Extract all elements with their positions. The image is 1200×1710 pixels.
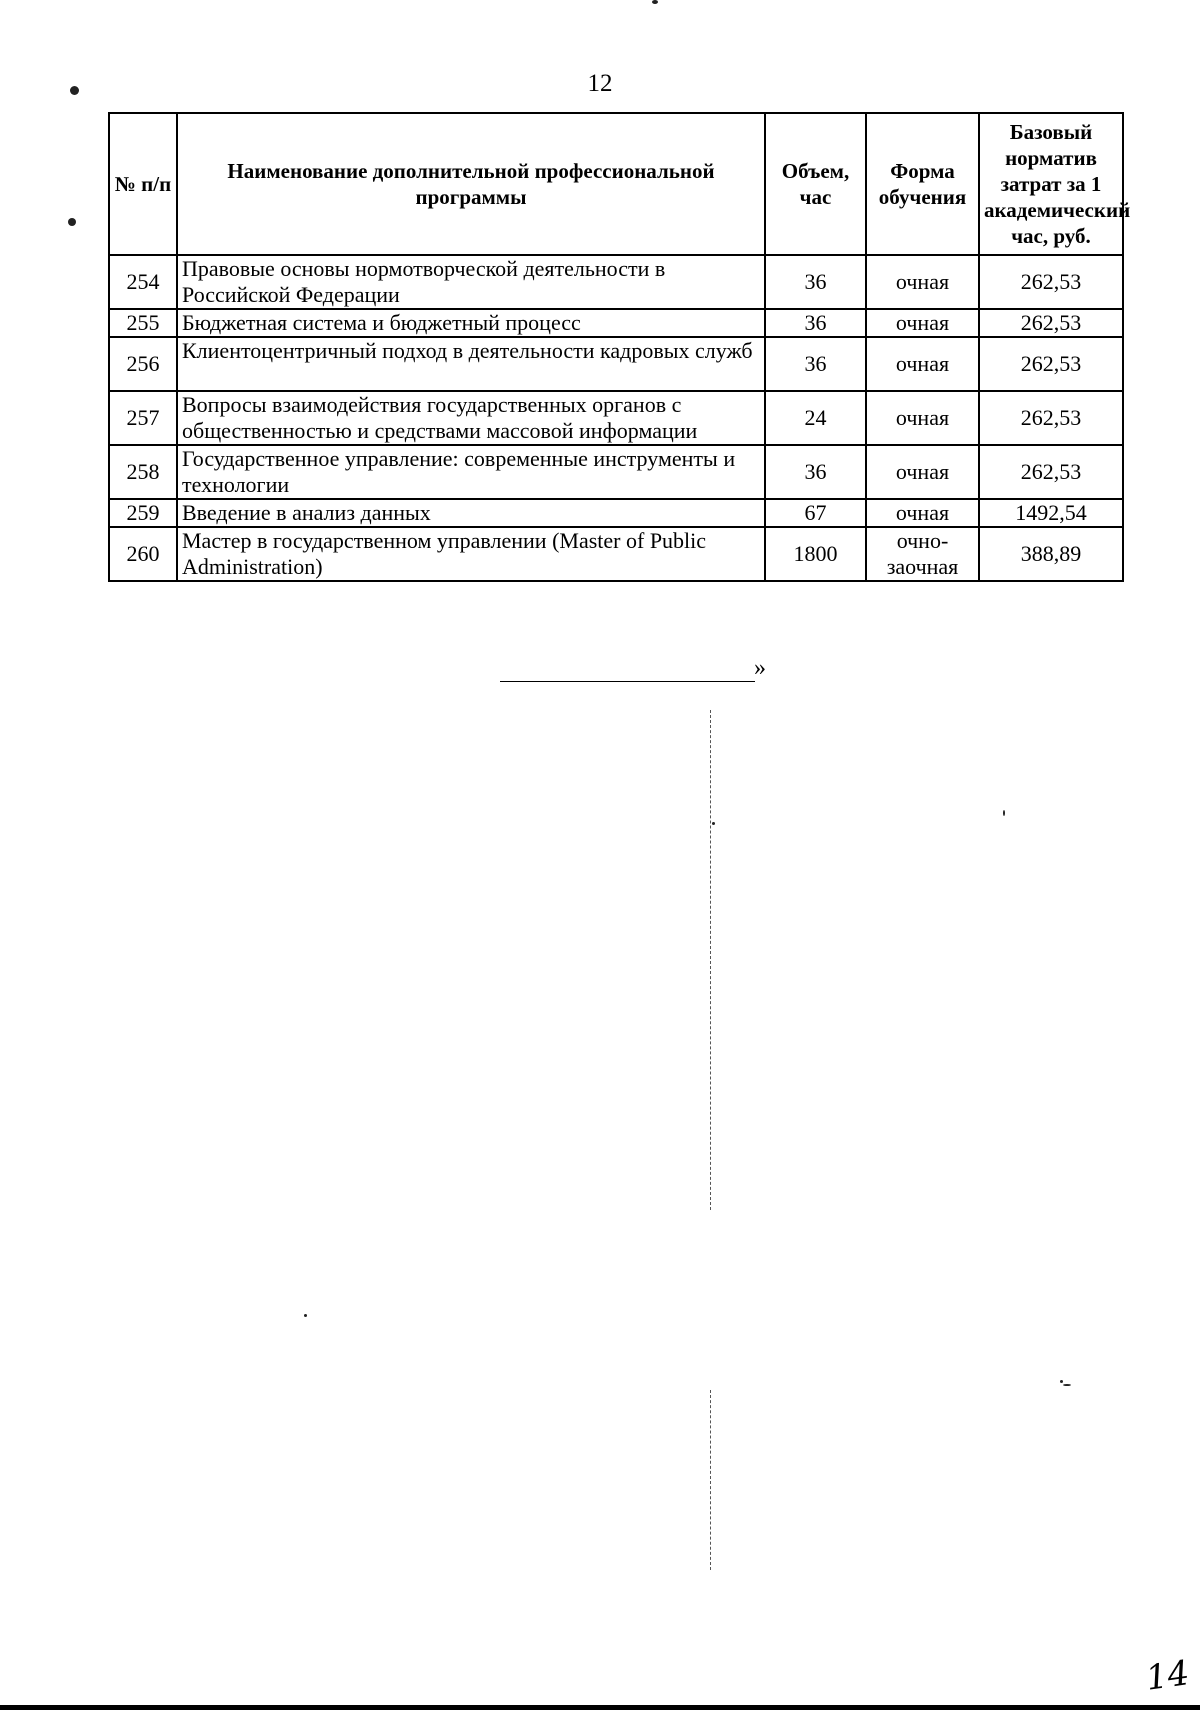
program-name: Бюджетная система и бюджетный процесс xyxy=(177,309,765,337)
scan-speck xyxy=(652,0,658,4)
scan-speck xyxy=(712,822,715,825)
study-form: очная xyxy=(866,309,979,337)
table-row xyxy=(109,391,1123,445)
table-row xyxy=(109,337,1123,391)
header-program-name: Наименование дополнительной профессиональной программы xyxy=(177,113,765,255)
page-number: 12 xyxy=(587,70,613,97)
program-hours: 36 xyxy=(765,255,866,309)
scan-speck xyxy=(304,1314,307,1317)
row-number: 258 xyxy=(109,445,177,499)
closing-quote: » xyxy=(754,655,766,681)
scan-bottom-edge xyxy=(0,1705,1200,1710)
base-rate: 262,53 xyxy=(979,445,1123,499)
program-name: Вопросы взаимодействия государственных органов с общественностью и средствами массовой информации xyxy=(177,391,765,445)
program-hours: 67 xyxy=(765,499,866,527)
row-number: 259 xyxy=(109,499,177,527)
closing-mark xyxy=(500,655,770,685)
base-rate: 262,53 xyxy=(979,337,1123,391)
program-hours: 36 xyxy=(765,445,866,499)
table-row xyxy=(109,309,1123,337)
header-number: № п/п xyxy=(109,113,177,255)
study-form: очная xyxy=(866,445,979,499)
table-row xyxy=(109,527,1123,581)
base-rate: 262,53 xyxy=(979,391,1123,445)
program-name: Государственное управление: современные инструменты и технологии xyxy=(177,445,765,499)
scan-fold-line xyxy=(710,1390,711,1570)
table-row xyxy=(109,255,1123,309)
row-number: 255 xyxy=(109,309,177,337)
program-hours: 36 xyxy=(765,309,866,337)
programs-table xyxy=(108,112,1131,582)
study-form: очная xyxy=(866,337,979,391)
study-form: очная xyxy=(866,391,979,445)
header-base-rate: Базовый норматив затрат за 1 академический час, руб. xyxy=(979,113,1123,255)
program-name: Мастер в государственном управлении (Master of Public Administration) xyxy=(177,527,765,581)
scan-speck xyxy=(70,86,79,95)
study-form: очная xyxy=(866,499,979,527)
handwritten-sheet-number: 14 xyxy=(1143,1653,1192,1699)
header-study-form: Форма обучения xyxy=(866,113,979,255)
scan-speck xyxy=(1003,810,1005,816)
program-name: Клиентоцентричный подход в деятельности кадровых служб xyxy=(177,337,765,391)
program-name: Введение в анализ данных xyxy=(177,499,765,527)
row-number: 256 xyxy=(109,337,177,391)
row-number: 260 xyxy=(109,527,177,581)
scan-speck xyxy=(1063,1384,1071,1386)
row-number: 257 xyxy=(109,391,177,445)
base-rate: 1492,54 xyxy=(979,499,1123,527)
closing-underline xyxy=(500,681,755,682)
base-rate: 388,89 xyxy=(979,527,1123,581)
table-row xyxy=(109,445,1123,499)
study-form: очно-заочная xyxy=(866,527,979,581)
program-hours: 1800 xyxy=(765,527,866,581)
program-name: Правовые основы нормотворческой деятельности в Российской Федерации xyxy=(177,255,765,309)
row-number: 254 xyxy=(109,255,177,309)
table-header-row xyxy=(109,113,1123,255)
table-row xyxy=(109,499,1123,527)
scan-speck xyxy=(1060,1380,1063,1383)
scan-fold-line xyxy=(710,710,711,1210)
base-rate: 262,53 xyxy=(979,255,1123,309)
program-hours: 36 xyxy=(765,337,866,391)
program-hours: 24 xyxy=(765,391,866,445)
study-form: очная xyxy=(866,255,979,309)
base-rate: 262,53 xyxy=(979,309,1123,337)
scan-speck xyxy=(68,218,76,226)
header-hours: Объем, час xyxy=(765,113,866,255)
